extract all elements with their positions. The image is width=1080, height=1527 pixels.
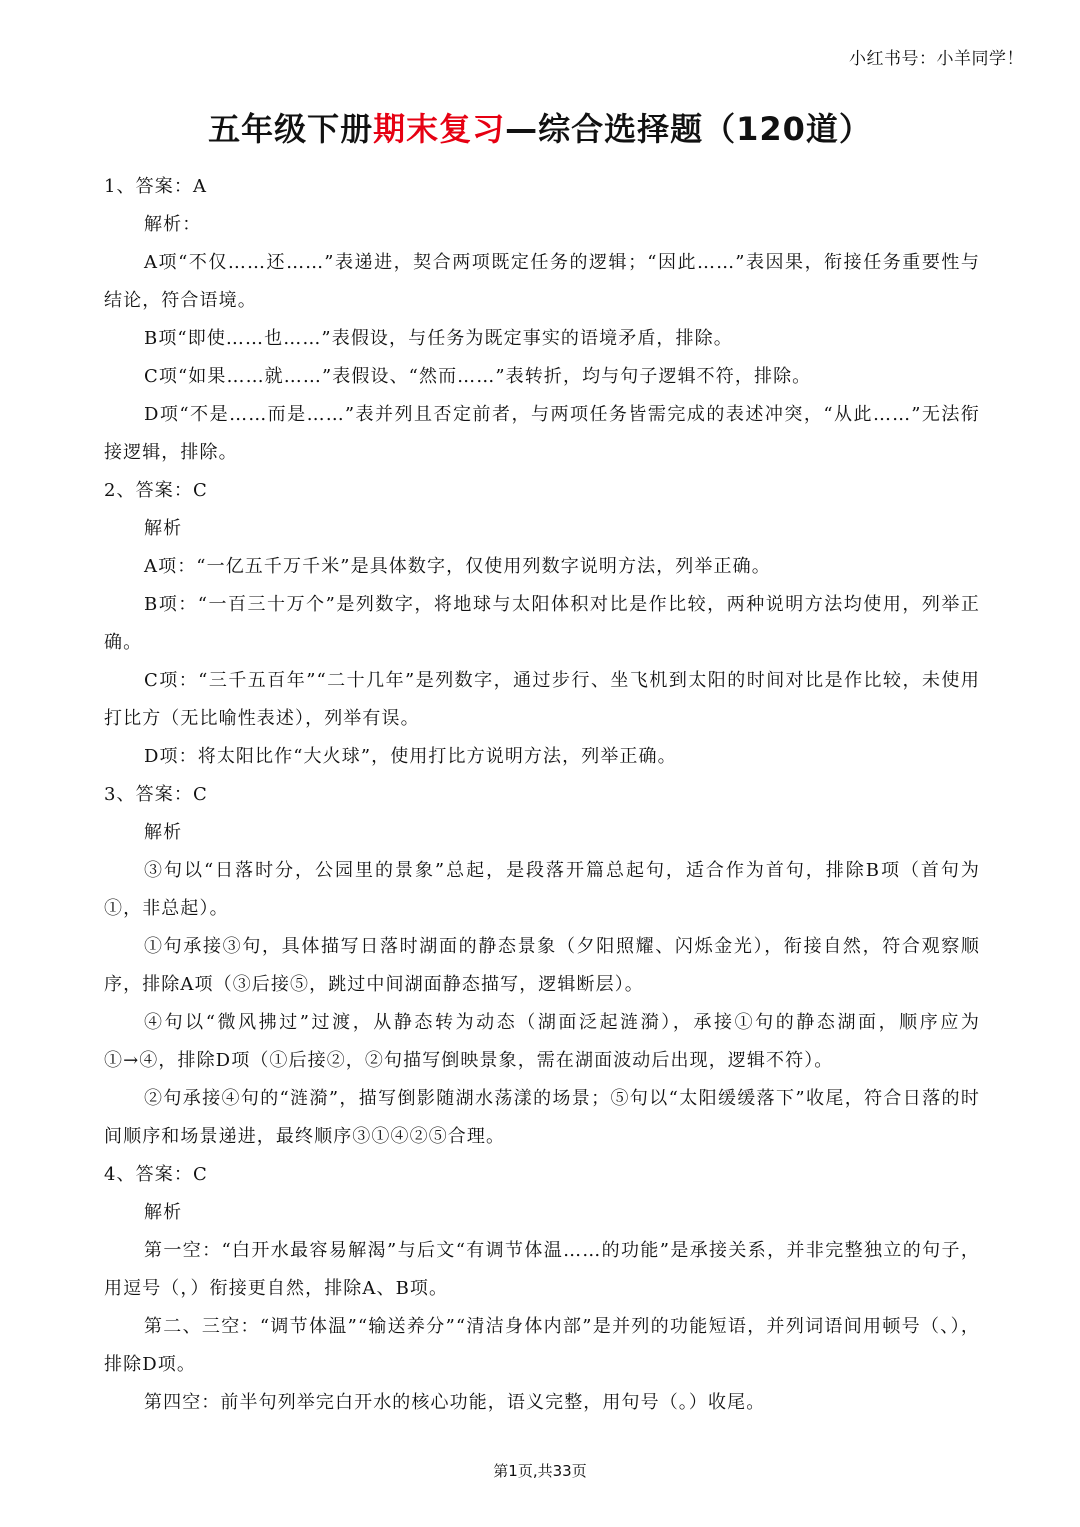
question-4-paragraph: 第四空：前半句列举完白开水的核心功能，语义完整，用句号（。）收尾。	[144, 1392, 766, 1413]
question-1-paragraph: A项“不仅……还……”表递进，契合两项既定任务的逻辑；“因此……”表因果，衔接任务重要性与结论，符合语境。	[104, 252, 980, 311]
title-part1: 五年级下册	[208, 110, 374, 148]
page-title	[0, 104, 1080, 150]
title-highlight: 期末复习	[373, 110, 506, 148]
question-1-label: 解析：	[144, 214, 202, 235]
question-2-answer: 2、答案：C	[104, 480, 208, 501]
question-3-answer: 3、答案：C	[104, 784, 208, 805]
question-2-paragraph: B项：“一百三十万个”是列数字，将地球与太阳体积对比是作比较，两种说明方法均使用，列举正确。	[104, 594, 980, 653]
page-number: 第1页,共33页	[493, 1462, 587, 1480]
question-2-paragraph: D项：将太阳比作“大火球”，使用打比方说明方法，列举正确。	[144, 746, 677, 767]
question-3-paragraph: ③句以“日落时分，公园里的景象”总起，是段落开篇总起句，适合作为首句，排除B项（首句为①，非总起）。	[104, 860, 980, 919]
question-1-paragraph: B项“即使……也……”表假设，与任务为既定事实的语境矛盾，排除。	[144, 328, 733, 349]
question-3-paragraph: ④句以“微风拂过”过渡，从静态转为动态（湖面泛起涟漪），承接①句的静态湖面，顺序应为①→④，排除D项（①后接②，②句描写倒映景象，需在湖面波动后出现，逻辑不符）。	[104, 1012, 980, 1071]
title-part2: —综合选择题（120道）	[505, 110, 872, 148]
answer-content	[104, 168, 980, 1422]
question-4-paragraph: 第二、三空：“调节体温”“输送养分”“清洁身体内部”是并列的功能短语，并列词语间用顿号（、），排除D项。	[104, 1316, 980, 1375]
question-4-label: 解析	[144, 1202, 183, 1223]
watermark: 小红书号：小羊同学！	[849, 49, 1024, 69]
question-3-label: 解析	[144, 822, 183, 843]
question-1-paragraph: D项“不是……而是……”表并列且否定前者，与两项任务皆需完成的表述冲突，“从此……”无法衔接逻辑，排除。	[104, 404, 980, 463]
question-1-answer: 1、答案：A	[104, 176, 208, 197]
question-2-label: 解析	[144, 518, 183, 539]
question-4-answer: 4、答案：C	[104, 1164, 208, 1185]
question-1-paragraph: C项“如果……就……”表假设、“然而……”表转折，均与句子逻辑不符，排除。	[144, 366, 812, 387]
question-4-paragraph: 第一空：“白开水最容易解渴”与后文“有调节体温……的功能”是承接关系，并非完整独立的句子，用逗号（，）衔接更自然，排除A、B项。	[104, 1240, 980, 1299]
question-2-paragraph: C项：“三千五百年”“二十几年”是列数字，通过步行、坐飞机到太阳的时间对比是作比较，未使用打比方（无比喻性表述），列举有误。	[104, 670, 980, 729]
question-2-paragraph: A项：“一亿五千万千米”是具体数字，仅使用列数字说明方法，列举正确。	[144, 556, 771, 577]
question-3-paragraph: ①句承接③句，具体描写日落时湖面的静态景象（夕阳照耀、闪烁金光），衔接自然，符合观察顺序，排除A项（③后接⑤，跳过中间湖面静态描写，逻辑断层）。	[104, 936, 980, 995]
question-3-paragraph: ②句承接④句的“涟漪”，描写倒影随湖水荡漾的场景；⑤句以“太阳缓缓落下”收尾，符合日落的时间顺序和场景递进，最终顺序③①④②⑤合理。	[104, 1088, 980, 1147]
